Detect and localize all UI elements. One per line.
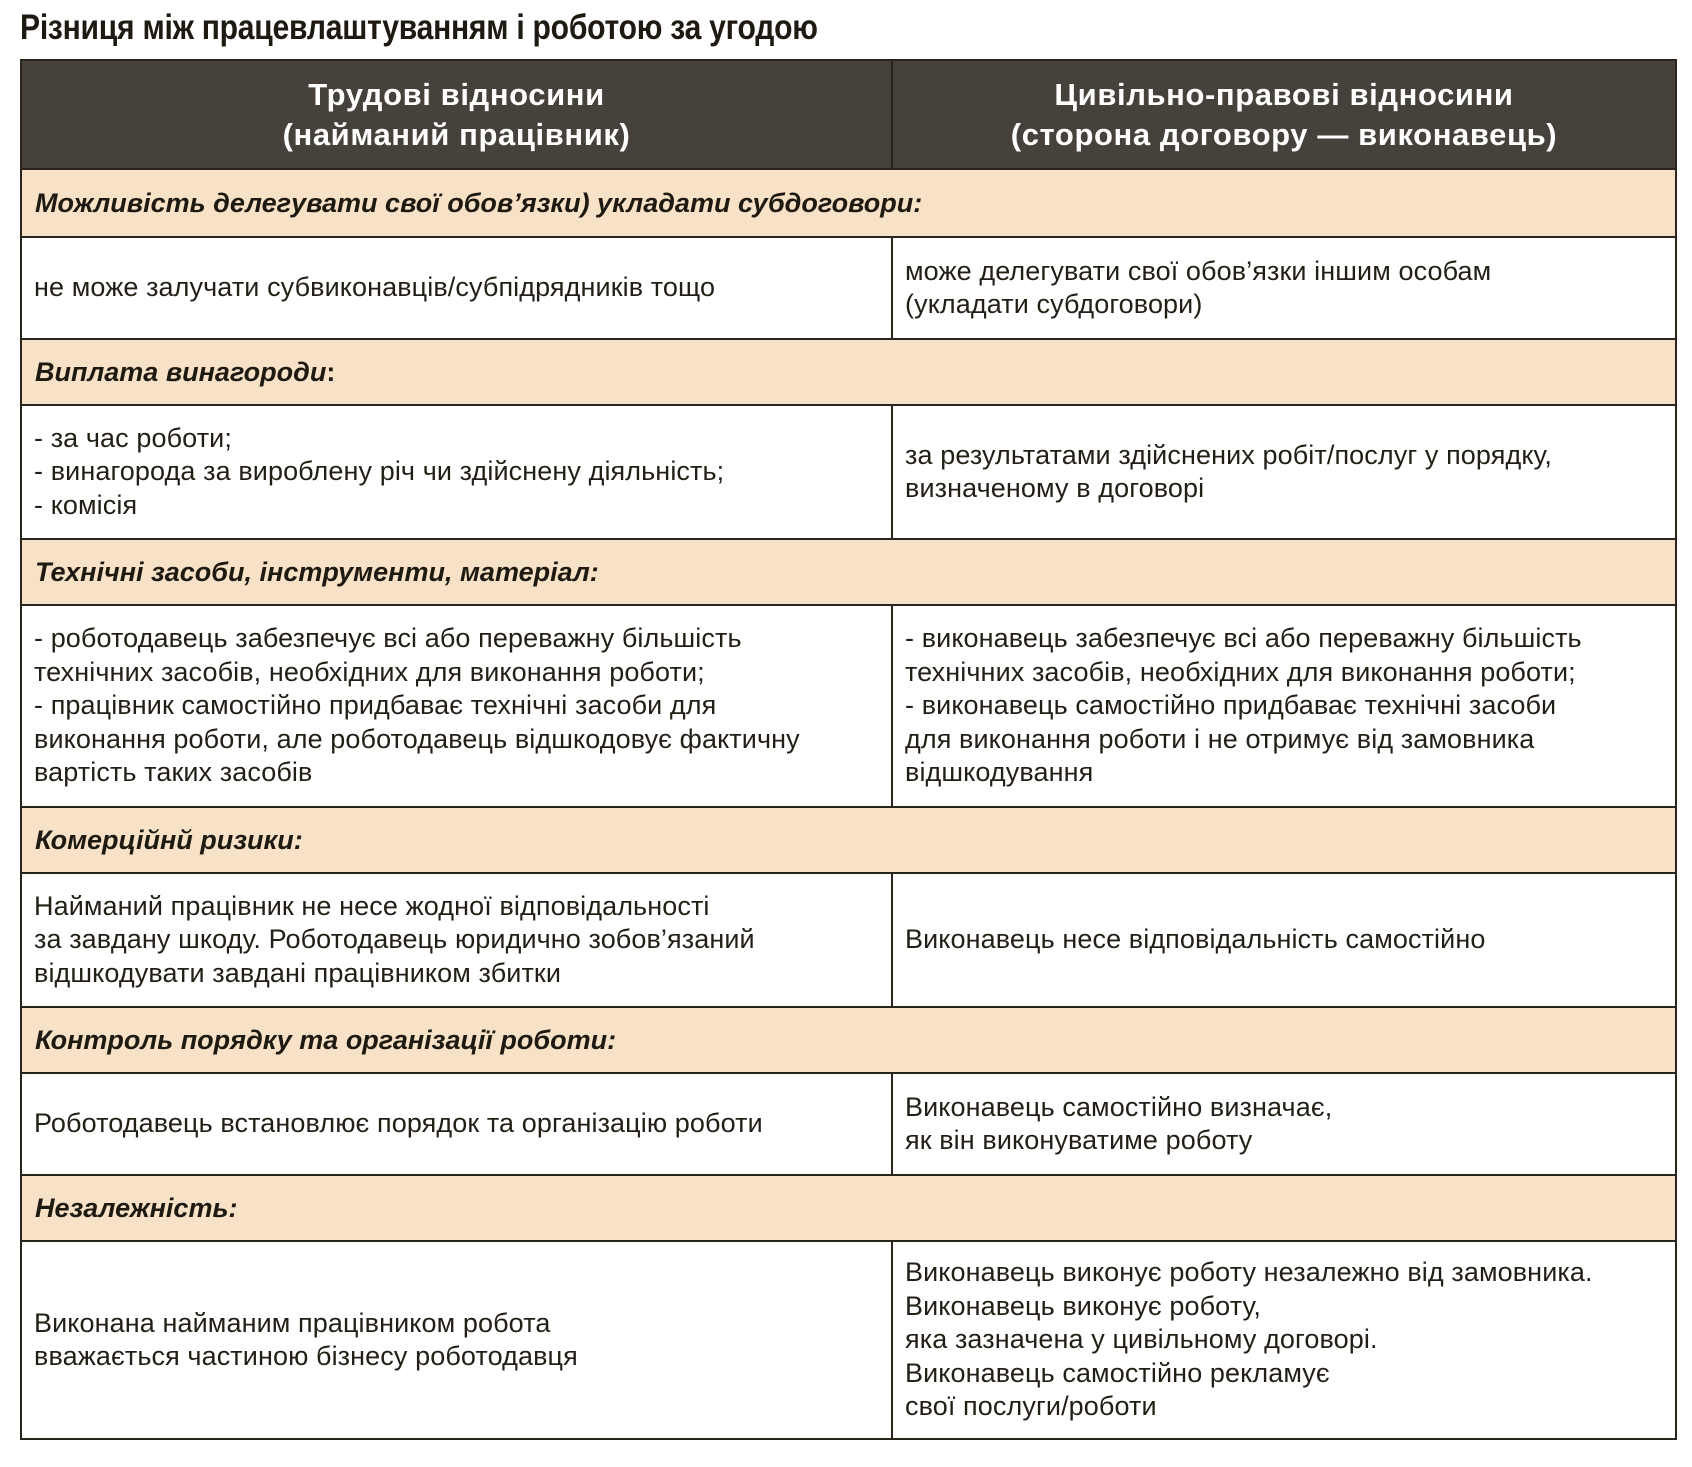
column-header-line: (найманий працівник) xyxy=(282,116,631,152)
cell-text-line: відшкодування xyxy=(905,757,1094,788)
cell-text-line: для виконання роботи і не отримує від замовника xyxy=(905,723,1535,754)
cell-text-line: визначеному в договорі xyxy=(905,473,1205,503)
cell-text-line: свої послуги/роботи xyxy=(905,1391,1157,1422)
section-heading xyxy=(21,339,1676,405)
labor-relations-cell xyxy=(21,237,892,339)
cell-text-line: Виконавець виконує роботу незалежно від замовника. xyxy=(905,1257,1593,1288)
cell-text-line: - виконавець самостійно придбаває технічні засоби xyxy=(905,690,1557,721)
section-heading-row xyxy=(21,169,1676,237)
cell-text-line: Найманий працівник не несе жодної відповідальності xyxy=(34,890,710,921)
section-heading-text: Контроль порядку та організації роботи: xyxy=(35,1024,617,1055)
cell-text-line: - працівник самостійно придбаває технічні засоби для xyxy=(34,690,717,721)
section-heading-row xyxy=(21,539,1676,605)
cell-text-line: Виконана найманим працівником робота xyxy=(34,1307,551,1338)
section-heading-text: Незалежність: xyxy=(35,1192,238,1223)
column-header-line: Цивільно-правові відносини xyxy=(1054,76,1514,112)
cell-text-line: Виконавець виконує роботу, xyxy=(905,1290,1261,1321)
cell-text-line: яка зазначена у цивільному договорі. xyxy=(905,1324,1378,1355)
cell-text-line: Роботодавець встановлює порядок та організацію роботи xyxy=(34,1108,763,1139)
section-heading-suffix: : xyxy=(326,356,336,387)
cell-text-line: Виконавець несе відповідальність самостійно xyxy=(905,924,1486,955)
cell-text-line: відшкодувати завдані працівником збитки xyxy=(34,957,562,988)
civil-relations-cell xyxy=(892,1073,1676,1175)
cell-text-line: - винагорода за вироблену річ чи здійснену діяльність; xyxy=(34,456,725,487)
table-row xyxy=(21,1241,1676,1439)
cell-text-line: може делегувати свої обов’язки іншим особам xyxy=(905,255,1492,286)
section-heading xyxy=(21,169,1676,237)
table-row xyxy=(21,1073,1676,1175)
table-header-row xyxy=(21,60,1676,169)
table-row xyxy=(21,605,1676,807)
cell-text-line: як він виконуватиме роботу xyxy=(905,1125,1253,1155)
cell-text-line: технічних засобів, необхідних для виконання роботи; xyxy=(34,656,705,687)
section-heading-text: Комерційнй ризики: xyxy=(35,824,303,855)
cell-text-line: не може залучати субвиконавців/субпідрядників тощо xyxy=(34,272,716,303)
comparison-table xyxy=(20,59,1677,1440)
table-row xyxy=(21,873,1676,1007)
column-header-line: (сторона договору — виконавець) xyxy=(1010,116,1558,152)
civil-relations-cell xyxy=(892,405,1676,539)
section-heading-text: Технічні засоби, інструменти, матеріал: xyxy=(35,556,599,587)
section-heading-row xyxy=(21,1175,1676,1241)
cell-text-line: Виконавець самостійно визначає, xyxy=(905,1091,1333,1122)
page-title: Різниця між працевлаштуванням і роботою за угодою xyxy=(20,8,818,47)
table-row xyxy=(21,405,1676,539)
section-heading-text: Виплата винагороди xyxy=(35,356,327,387)
column-header-labor-relations xyxy=(21,60,892,169)
section-heading-row xyxy=(21,807,1676,873)
cell-text-line: - роботодавець забезпечує всі або переважну більшість xyxy=(34,623,742,654)
labor-relations-cell xyxy=(21,1073,892,1175)
section-heading-row xyxy=(21,1007,1676,1073)
cell-text-line: за завдану шкоду. Роботодавець юридично зобов’язаний xyxy=(34,924,755,955)
cell-text-line: - за час роботи; xyxy=(34,422,232,453)
section-heading xyxy=(21,539,1676,605)
cell-text-line: (укладати субдоговори) xyxy=(905,289,1203,319)
column-header-civil-relations xyxy=(892,60,1676,169)
civil-relations-cell xyxy=(892,237,1676,339)
section-heading xyxy=(21,1007,1676,1073)
cell-text-line: технічних засобів, необхідних для виконання роботи; xyxy=(905,656,1576,687)
labor-relations-cell xyxy=(21,605,892,807)
labor-relations-cell xyxy=(21,1241,892,1439)
section-heading-row xyxy=(21,339,1676,405)
section-heading-text: Можливість делегувати свої обов’язки) укладати субдоговори: xyxy=(35,187,923,218)
civil-relations-cell xyxy=(892,605,1676,807)
civil-relations-cell xyxy=(892,1241,1676,1439)
cell-text-line: - комісія xyxy=(34,489,138,520)
section-heading xyxy=(21,807,1676,873)
cell-text-line: - виконавець забезпечує всі або переважну більшість xyxy=(905,623,1582,654)
column-header-line: Трудові відносини xyxy=(308,76,605,112)
table-row xyxy=(21,237,1676,339)
cell-text-line: за результатами здійснених робіт/послуг у порядку, xyxy=(905,439,1553,470)
cell-text-line: виконання роботи, але роботодавець відшкодовує фактичну xyxy=(34,723,800,754)
civil-relations-cell xyxy=(892,873,1676,1007)
section-heading xyxy=(21,1175,1676,1241)
labor-relations-cell xyxy=(21,873,892,1007)
cell-text-line: Виконавець самостійно рекламує xyxy=(905,1357,1330,1388)
labor-relations-cell xyxy=(21,405,892,539)
cell-text-line: вартість таких засобів xyxy=(34,757,313,788)
cell-text-line: вважається частиною бізнесу роботодавця xyxy=(34,1341,578,1371)
